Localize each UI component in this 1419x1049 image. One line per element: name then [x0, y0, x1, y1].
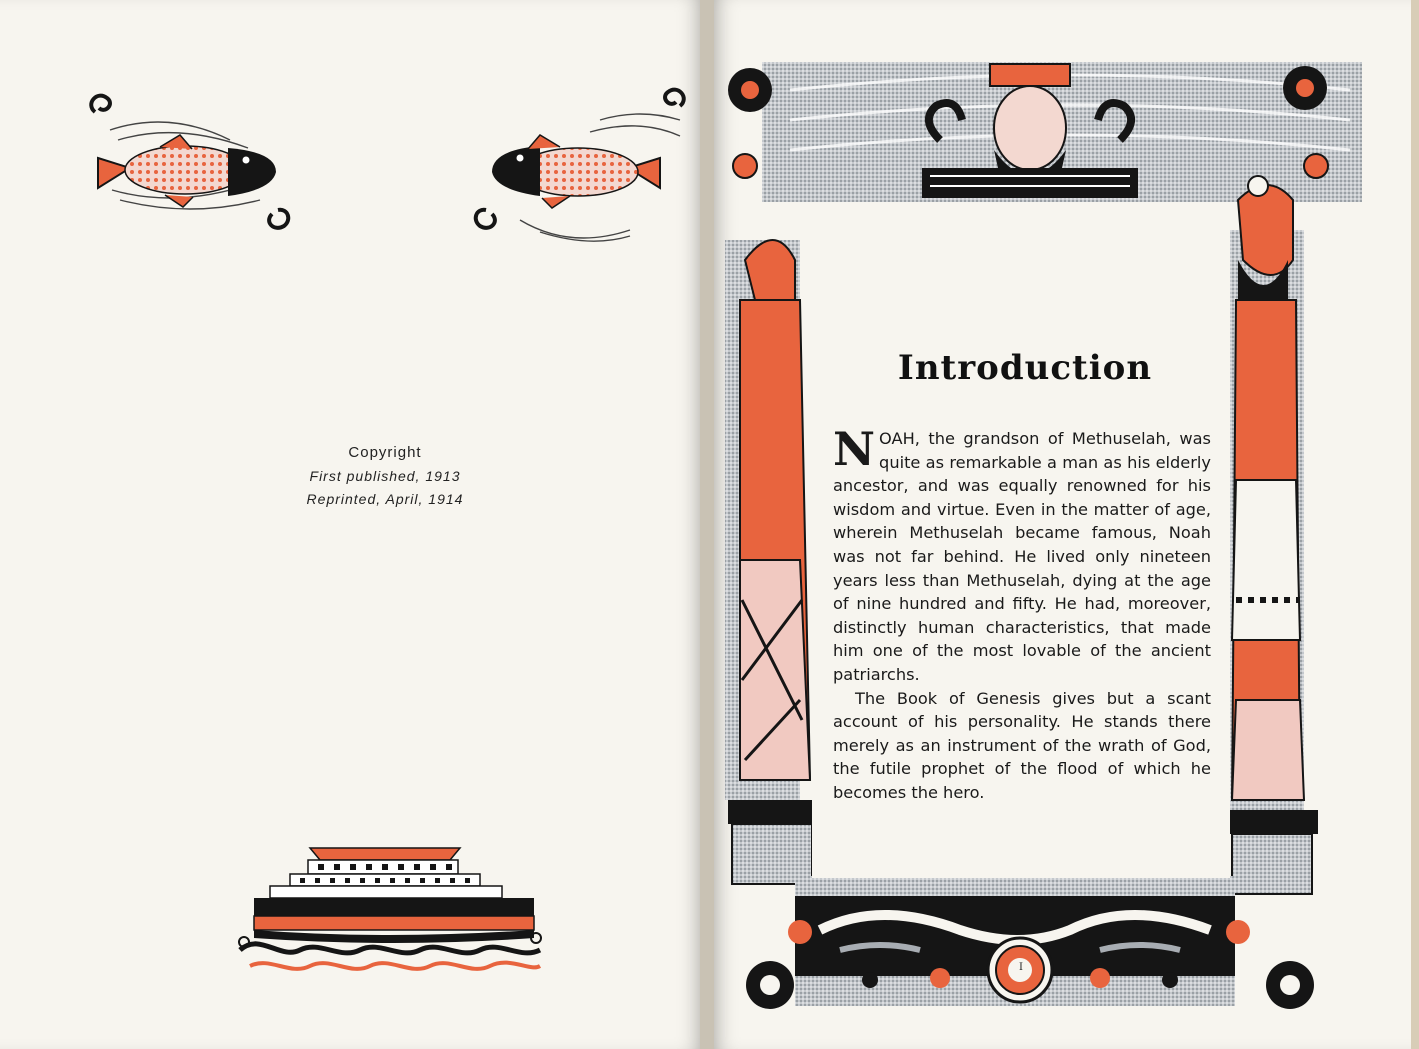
fish-icon	[91, 96, 288, 228]
fish-icon	[476, 90, 684, 242]
page-title: Introduction	[897, 348, 1153, 388]
paragraph-1-text: OAH, the grandson of Methuselah, was quite as remarkable a man as his elderly ancestor, and was equally renowned for his wisdom and virtue. Even in the matter of age, wherein Methuselah became famous, Noah was not far behind. He lived only nineteen years less than Methuselah, dying at the age of nine hundred and fifty. He had, moreover, distinctly human characteristics, that made him one of the most lovable of the ancient patriarchs.	[833, 429, 1211, 684]
first-published: First published, 1913	[309, 468, 461, 484]
paragraph-1	[833, 422, 1211, 687]
paragraph-2: The Book of Genesis gives but a scant account of his personality. He stands there merely as an instrument of the wrath of God, the futile prophet of the flood of which he becomes the hero.	[833, 688, 1211, 802]
drop-cap: N	[833, 422, 876, 476]
copyright-block	[260, 444, 510, 511]
reprinted: Reprinted, April, 1914	[306, 491, 464, 507]
page-number: I	[1019, 962, 1023, 973]
copyright-title: Copyright	[348, 444, 422, 461]
ark-icon	[239, 848, 541, 969]
intro-body	[833, 422, 1211, 805]
